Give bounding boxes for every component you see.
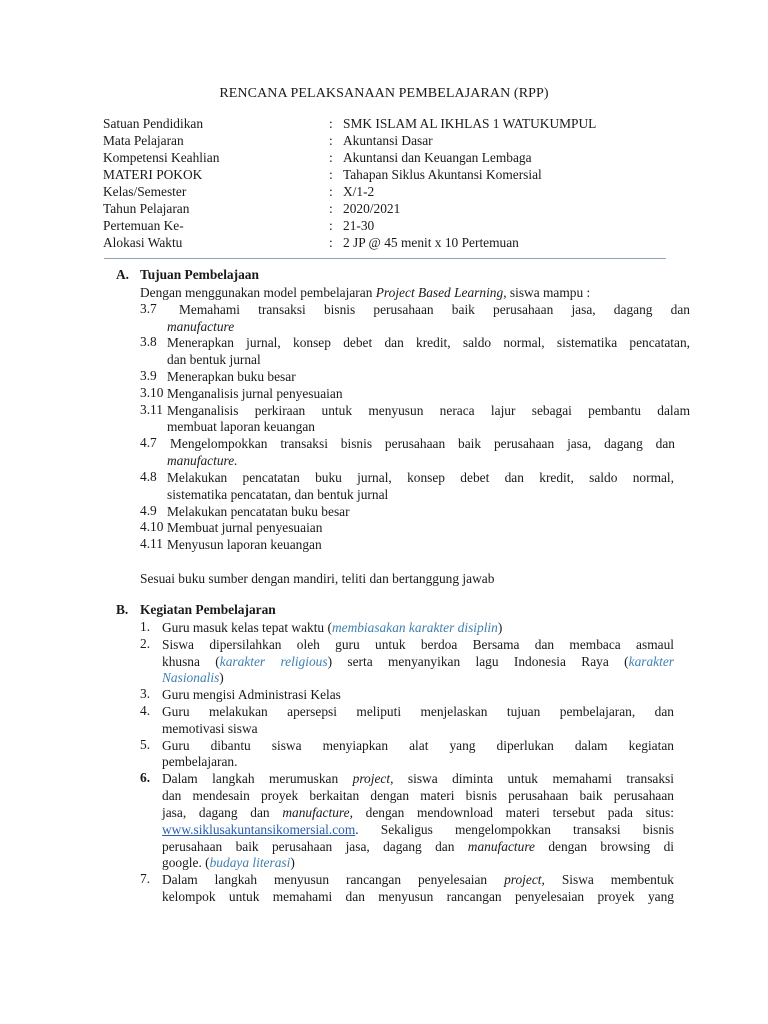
goal-number: 4.11 [140,536,163,551]
goal-text: manufacture [167,319,235,334]
step-text-part: google. ( [162,855,210,870]
step-text-part: ) [219,670,224,685]
info-colon: : [329,116,333,131]
goal-text: Melakukan pencatatan buku besar [167,504,350,519]
step-number: 5. [140,737,151,752]
goal-text: Menganalisis jurnal penyesuaian [167,386,343,401]
step-text [162,838,674,855]
section-b-title: Kegiatan Pembelajaran [140,602,276,617]
step-text-part: perusahaan baik perusahaan jasa, dagang dan [162,839,468,854]
goal-text: Memahami transaksi bisnis perusahaan baik perusahaan jasa, dagang dan [179,302,690,317]
goal-number: 4.7 [140,435,157,450]
goal-number: 4.8 [140,469,157,484]
step-text [162,871,674,888]
info-colon: : [329,235,333,250]
step-text [162,669,674,686]
step-text [162,804,674,821]
step-text: pembelajaran. [162,754,238,769]
section-a-title: Tujuan Pembelajaan [140,267,259,282]
intro-text: Dengan menggunakan model pembelajaran [140,285,376,300]
step-number: 2. [140,636,151,651]
step-text-part: jasa, dagang dan [162,805,283,820]
step-text [162,653,674,670]
step-text: Guru dibantu siswa menyiapkan alat yang diperlukan dalam kegiatan [162,738,674,753]
step-text: dan mendesain proyek berkaitan dengan materi bisnis perusahaan baik perusahaan [162,788,674,803]
info-value: Akuntansi dan Keuangan Lembaga [343,150,532,165]
step-text-part: , siswa diminta untuk memahami transaksi [390,771,674,786]
goal-number: 3.7 [140,301,157,316]
step-text-part: Dalam langkah menyusun rancangan penyelesaian [162,872,505,887]
info-row [103,234,703,251]
step-text [162,619,674,636]
step-text: kelompok untuk memahami dan menyusun rancangan penyelesaian proyek yang [162,889,674,904]
step-number: 3. [140,686,151,701]
goal-number: 3.11 [140,402,163,417]
intro-text-end: , siswa mampu : [503,285,591,300]
info-colon: : [329,150,333,165]
step-text-part: , Siswa membentuk [541,872,674,887]
step-text [162,821,674,838]
step-text: memotivasi siswa [162,721,258,736]
info-colon: : [329,201,333,216]
info-label: Mata Pelajaran [103,133,184,148]
intro-emphasis: Project Based Learning [375,285,504,300]
step-text-part: ) [497,620,503,635]
section-b-letter: B. [116,602,129,617]
info-value: X/1-2 [343,184,375,199]
step-text [162,770,674,787]
goal-number: 3.9 [140,368,157,383]
goal-text: membuat laporan keuangan [167,419,315,434]
step-text-part: ) [290,855,295,870]
step-text-part: Dalam langkah merumuskan [162,771,353,786]
character-note: karakter [628,654,674,669]
step-text-part: . Sekaligus mengelompokkan transaksi bisnis [355,822,674,837]
info-colon: : [329,167,333,182]
goal-number: 3.8 [140,334,157,349]
goal-text: Melakukan pencatatan buku jurnal, konsep debet dan kredit, saldo normal, [167,470,674,485]
info-row [103,149,703,166]
info-row [103,217,703,234]
divider [104,258,666,259]
step-emphasis: project [352,771,391,786]
info-value: 2 JP @ 45 menit x 10 Pertemuan [343,235,519,250]
info-row [103,183,703,200]
step-emphasis: project [504,872,542,887]
info-colon: : [329,184,333,199]
goal-number: 4.10 [140,519,164,534]
step-text-part: ) serta menyanyikan lagu Indonesia Raya ( [327,654,629,669]
step-text-part: Guru masuk kelas tepat waktu ( [162,620,332,635]
goal-text: manufacture. [167,453,238,468]
info-label: Tahun Pelajaran [103,201,190,216]
info-value: 21-30 [343,218,375,233]
character-note: Nasionalis [162,670,220,685]
goal-number: 4.9 [140,503,157,518]
step-number: 7. [140,871,151,886]
goal-number: 3.10 [140,385,164,400]
step-text: Guru melakukan apersepsi meliputi menjelaskan tujuan pembelajaran, dan [162,704,674,719]
section-a-intro [140,284,690,301]
section-a-closing: Sesuai buku sumber dengan mandiri, teliti dan bertanggung jawab [140,571,495,586]
step-text-part: dengan mendownload materi tersebut pada situs: [352,805,674,820]
info-value: Akuntansi Dasar [343,133,433,148]
step-text: Siswa dipersilahkan oleh guru untuk berdoa Bersama dan membaca asmaul [162,637,674,652]
info-value: Tahapan Siklus Akuntansi Komersial [343,167,542,182]
goal-text: Membuat jurnal penyesuaian [167,520,323,535]
document-title: RENCANA PELAKSANAAN PEMBELAJARAN (RPP) [219,86,549,101]
section-b-heading [116,602,276,618]
goal-text: sistematika pencatatan, dan bentuk jurnal [167,487,389,502]
step-number: 4. [140,703,151,718]
goal-text: Menerapkan buku besar [167,369,296,384]
section-a-letter: A. [116,267,130,282]
info-row [103,115,703,132]
goal-text: Menganalisis perkiraan untuk menyusun neraca lajur sebagai pembantu dalam [167,403,690,418]
step-text: Guru mengisi Administrasi Kelas [162,687,341,702]
info-row [103,166,703,183]
step-number: 6. [140,770,151,785]
info-label: Kelas/Semester [103,184,187,199]
info-label: Pertemuan Ke- [103,218,184,233]
info-value: SMK ISLAM AL IKHLAS 1 WATUKUMPUL [343,116,597,131]
materi-link[interactable]: www.siklusakuntansikomersial.com [162,822,356,837]
info-label: Kompetensi Keahlian [103,150,220,165]
info-label: MATERI POKOK [103,167,203,182]
info-table [103,115,703,251]
info-row [103,132,703,149]
info-label: Alokasi Waktu [103,235,183,250]
goal-text: dan bentuk jurnal [167,352,261,367]
step-text-part: dengan browsing di [535,839,674,854]
character-note: membiasakan karakter disiplin [331,620,498,635]
step-emphasis: manufacture [467,839,535,854]
step-text-part: khusna ( [162,654,220,669]
goal-text: Mengelompokkan transaksi bisnis perusahaan baik perusahaan jasa, dagang dan [170,436,675,451]
step-emphasis: manufacture, [282,805,353,820]
info-row [103,200,703,217]
info-value: 2020/2021 [343,201,401,216]
info-colon: : [329,218,333,233]
section-a-heading [116,267,259,283]
goal-text: Menyusun laporan keuangan [167,537,322,552]
character-note: karakter religious [219,654,328,669]
step-text [162,854,674,871]
step-number: 1. [140,619,151,634]
info-colon: : [329,133,333,148]
goal-text: Menerapkan jurnal, konsep debet dan kredit, saldo normal, sistematika pencatatan, [167,335,690,350]
character-note: budaya literasi [209,855,291,870]
info-label: Satuan Pendidikan [103,116,204,131]
